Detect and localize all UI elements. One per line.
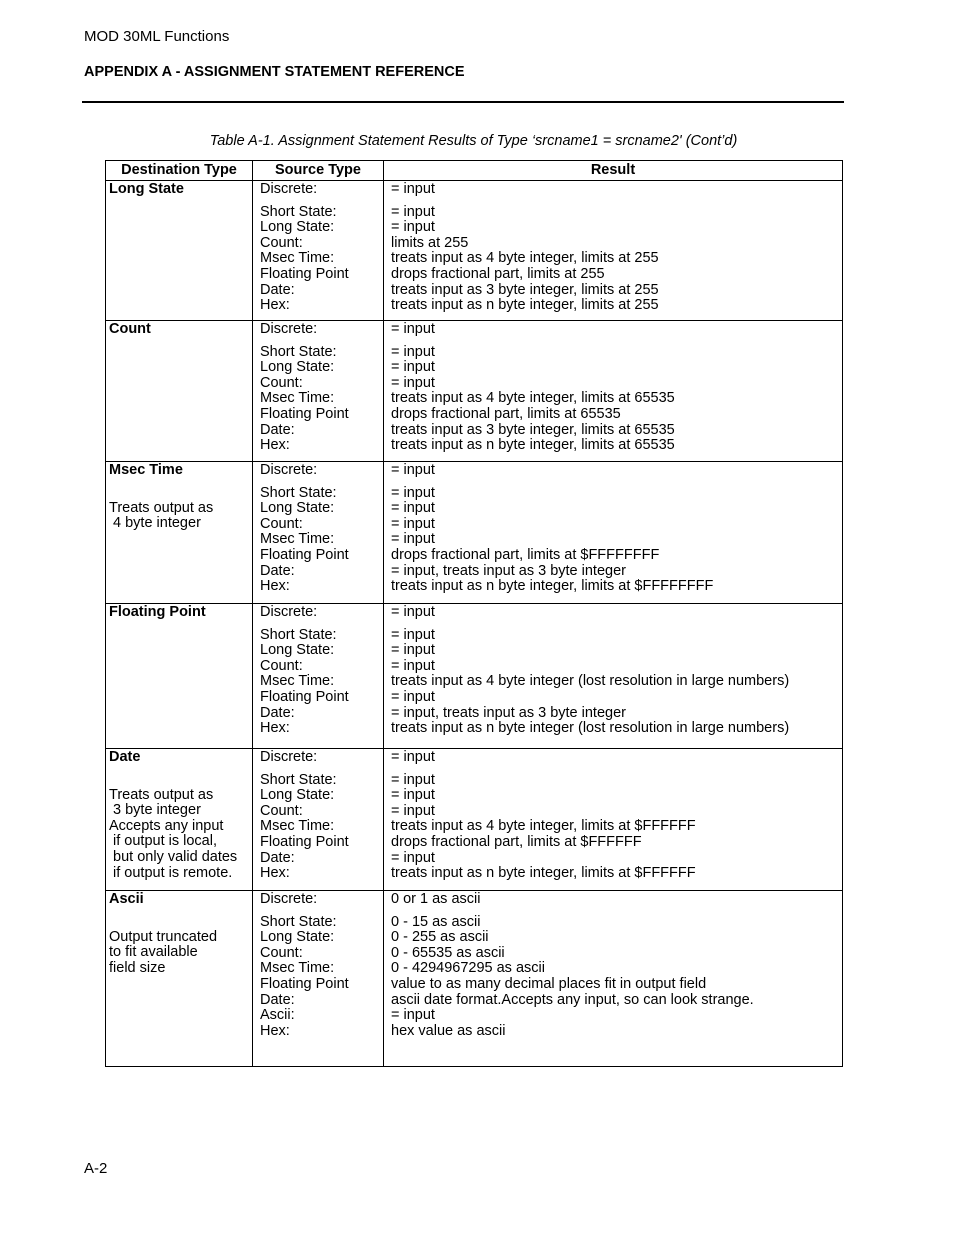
result-item: = input (391, 849, 435, 866)
source-type-item: Short State: (260, 203, 337, 220)
table-header-row (106, 161, 843, 181)
destination-note (109, 501, 252, 532)
destination-note-line: if output is remote. (109, 864, 233, 881)
result-item: = input (391, 802, 435, 819)
source-type-item: Discrete: (260, 749, 318, 765)
source-type-item: Date: (260, 704, 295, 721)
source-type-item: Date: (260, 281, 295, 298)
source-type-item: Count: (260, 234, 303, 251)
source-type-item: Long State: (260, 787, 335, 804)
destination-note-line: Treats output as (109, 786, 214, 803)
source-type-item: Msec Time: (260, 818, 335, 835)
result-item: treats input as 3 byte integer, limits at 65535 (391, 421, 675, 438)
result-item: = input (391, 181, 435, 197)
result-item: = input (391, 749, 435, 765)
destination-note (109, 788, 252, 882)
destination-note-line: Treats output as (109, 499, 214, 516)
result-item: ascii date format.Accepts any input, so can look strange. (391, 991, 754, 1008)
source-type-item: Hex: (260, 865, 290, 882)
result-cell (384, 604, 843, 749)
source-type-item: Short State: (260, 626, 337, 643)
result-item: = input (391, 462, 435, 478)
source-type-item: Long State: (260, 500, 335, 517)
source-type-item: Floating Point (260, 688, 349, 705)
source-type-item: Date: (260, 562, 295, 579)
source-type-item: Msec Time: (260, 531, 335, 548)
destination-type-cell (106, 604, 253, 749)
source-type-cell (253, 749, 384, 891)
table-caption: Table A-1. Assignment Statement Results of Type ‘srcname1 = srcname2' (Cont’d) (209, 133, 738, 149)
source-type-item: Hex: (260, 578, 290, 595)
destination-type-name: Long State (109, 181, 184, 197)
destination-type-cell (106, 181, 253, 321)
destination-type-name: Floating Point (109, 604, 206, 620)
running-head: MOD 30ML Functions (84, 28, 230, 45)
source-type-item: Discrete: (260, 321, 318, 337)
result-item: = input (391, 657, 435, 674)
result-item: = input (391, 626, 435, 643)
result-item: = input (391, 500, 435, 517)
header-rule (82, 101, 844, 103)
result-item: = input (391, 1007, 435, 1024)
destination-type-cell (106, 462, 253, 604)
source-type-item: Count: (260, 515, 303, 532)
source-type-item: Discrete: (260, 462, 318, 478)
result-item: 0 - 4294967295 as ascii (391, 960, 545, 977)
source-type-item: Date: (260, 991, 295, 1008)
source-type-item: Floating Point (260, 975, 349, 992)
result-item: drops fractional part, limits at $FFFFFFFF (391, 546, 660, 563)
source-type-item: Msec Time: (260, 673, 335, 690)
result-cell (384, 321, 843, 462)
result-item: = input (391, 219, 435, 236)
destination-note-line: Accepts any input (109, 817, 224, 834)
page-number: A-2 (84, 1160, 108, 1177)
source-type-item: Hex: (260, 720, 290, 737)
source-type-item: Floating Point (260, 265, 349, 282)
result-item: treats input as 4 byte integer (lost resolution in large numbers) (391, 673, 790, 690)
source-type-item: Msec Time: (260, 960, 335, 977)
result-item: treats input as n byte integer, limits at 255 (391, 297, 659, 314)
result-item: = input (391, 604, 435, 620)
source-type-item: Count: (260, 374, 303, 391)
result-item: = input (391, 203, 435, 220)
source-type-cell (253, 321, 384, 462)
source-type-item: Msec Time: (260, 250, 335, 267)
table-row (106, 891, 843, 1067)
result-item: limits at 255 (391, 234, 469, 251)
destination-type-name: Ascii (109, 891, 144, 907)
destination-type-name: Msec Time (109, 462, 183, 478)
destination-note-line: but only valid dates (109, 848, 238, 865)
source-type-item: Count: (260, 944, 303, 961)
table-row (106, 462, 843, 604)
destination-note (109, 930, 252, 977)
source-type-item: Floating Point (260, 405, 349, 422)
result-item: drops fractional part, limits at 255 (391, 265, 605, 282)
table-body (106, 181, 843, 1067)
result-item: treats input as 3 byte integer, limits at 255 (391, 281, 659, 298)
source-type-item: Floating Point (260, 546, 349, 563)
result-item: treats input as 4 byte integer, limits at 65535 (391, 390, 675, 407)
source-type-item: Short State: (260, 343, 337, 360)
source-type-cell (253, 181, 384, 321)
result-item: treats input as n byte integer, limits at $FFFFFFFF (391, 578, 714, 595)
source-type-item: Count: (260, 657, 303, 674)
source-type-item: Count: (260, 802, 303, 819)
destination-note-line: 3 byte integer (109, 802, 201, 819)
result-item: = input, treats input as 3 byte integer (391, 704, 626, 721)
result-item: 0 - 255 as ascii (391, 929, 489, 946)
result-cell (384, 462, 843, 604)
result-cell (384, 749, 843, 891)
result-item: 0 - 65535 as ascii (391, 944, 505, 961)
destination-note-line: Output truncated (109, 928, 218, 945)
source-type-item: Discrete: (260, 891, 318, 907)
assignment-results-table (105, 160, 843, 1067)
section-heading: APPENDIX A - ASSIGNMENT STATEMENT REFERENCE (84, 64, 465, 80)
result-item: = input (391, 343, 435, 360)
header-source-type: Source Type (253, 161, 384, 181)
destination-type-name: Date (109, 749, 141, 765)
result-item: treats input as n byte integer, limits at 65535 (391, 437, 675, 454)
source-type-item: Date: (260, 421, 295, 438)
result-item: hex value as ascii (391, 1022, 506, 1039)
destination-type-cell (106, 891, 253, 1067)
source-type-item: Date: (260, 849, 295, 866)
result-item: = input (391, 321, 435, 337)
header-destination-type: Destination Type (106, 161, 253, 181)
destination-note-line: field size (109, 959, 166, 976)
source-type-item: Long State: (260, 929, 335, 946)
result-item: = input (391, 359, 435, 376)
result-item: = input (391, 771, 435, 788)
result-item: drops fractional part, limits at $FFFFFF (391, 833, 642, 850)
destination-type-name: Count (109, 321, 151, 337)
source-type-item: Short State: (260, 771, 337, 788)
result-item: value to as many decimal places fit in output field (391, 975, 707, 992)
result-item: 0 - 15 as ascii (391, 913, 481, 930)
result-item: = input, treats input as 3 byte integer (391, 562, 626, 579)
source-type-item: Long State: (260, 642, 335, 659)
destination-note-line: to fit available (109, 944, 198, 961)
source-type-cell (253, 891, 384, 1067)
result-item: treats input as 4 byte integer, limits at $FFFFFF (391, 818, 696, 835)
destination-note-line: 4 byte integer (109, 515, 201, 532)
source-type-item: Long State: (260, 359, 335, 376)
table-row (106, 604, 843, 749)
table-row (106, 321, 843, 462)
result-item: = input (391, 787, 435, 804)
source-type-cell (253, 462, 384, 604)
result-cell (384, 181, 843, 321)
result-item: treats input as n byte integer, limits at $FFFFFF (391, 865, 696, 882)
source-type-cell (253, 604, 384, 749)
result-item: drops fractional part, limits at 65535 (391, 405, 621, 422)
source-type-item: Hex: (260, 437, 290, 454)
result-item: = input (391, 688, 435, 705)
header-result: Result (384, 161, 843, 181)
source-type-item: Discrete: (260, 604, 318, 620)
result-item: = input (391, 374, 435, 391)
result-item: treats input as n byte integer (lost resolution in large numbers) (391, 720, 790, 737)
destination-note-line: if output is local, (109, 833, 217, 850)
table-row (106, 749, 843, 891)
result-item: 0 or 1 as ascii (391, 891, 481, 907)
source-type-item: Long State: (260, 219, 335, 236)
source-type-item: Short State: (260, 913, 337, 930)
destination-type-cell (106, 321, 253, 462)
source-type-item: Hex: (260, 1022, 290, 1039)
source-type-item: Floating Point (260, 833, 349, 850)
source-type-item: Short State: (260, 484, 337, 501)
result-item: = input (391, 642, 435, 659)
source-type-item: Discrete: (260, 181, 318, 197)
table-row (106, 181, 843, 321)
source-type-item: Msec Time: (260, 390, 335, 407)
result-item: = input (391, 515, 435, 532)
destination-type-cell (106, 749, 253, 891)
source-type-item: Hex: (260, 297, 290, 314)
result-item: = input (391, 484, 435, 501)
source-type-item: Ascii: (260, 1007, 295, 1024)
result-item: = input (391, 531, 435, 548)
result-cell (384, 891, 843, 1067)
result-item: treats input as 4 byte integer, limits at 255 (391, 250, 659, 267)
